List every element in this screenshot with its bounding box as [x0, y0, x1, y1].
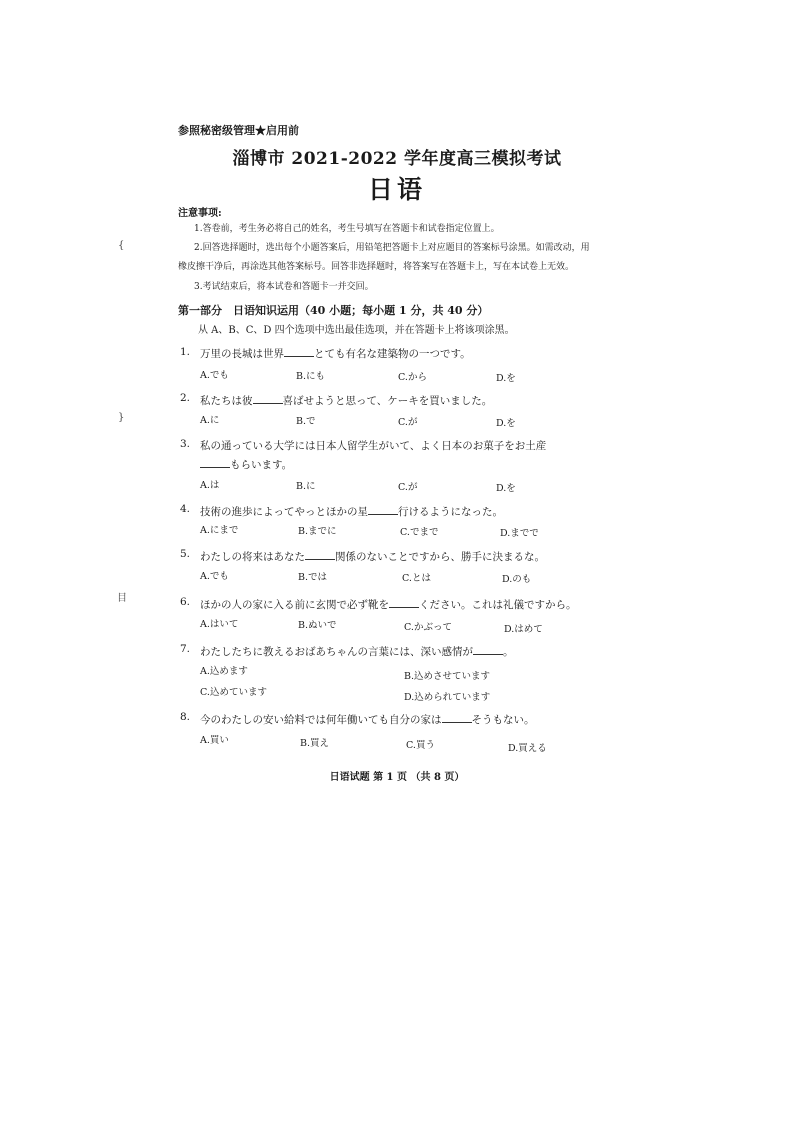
option-a: A.買い	[200, 735, 229, 746]
question-text: 技術の進歩によってやっとほかの星 行けるようになった。	[200, 506, 503, 518]
question-number: 1.	[180, 346, 191, 358]
note-item: 1.答卷前，考生务必将自己的姓名，考生号填写在答题卡和试卷指定位置上。	[194, 224, 500, 234]
question-text: わたしの将来はあなた 関係のないことですから、勝手に決まるな。	[200, 551, 545, 563]
option-a: A.にまで	[200, 525, 239, 536]
option-b: B.込めさせています	[404, 671, 491, 682]
option-d: D.を	[496, 483, 516, 494]
page-footer: 日语试题 第 1 页 （共 8 页）	[329, 772, 465, 783]
option-c: C.でまで	[400, 527, 439, 538]
option-c: C.から	[398, 372, 427, 383]
section-instruction: 从 A、B、C、D 四个选项中选出最佳选项，并在答题卡上将该项涂黑。	[198, 325, 515, 336]
confidential-label: 参照秘密级管理★启用前	[178, 124, 299, 137]
answer-blank	[200, 457, 230, 468]
option-c: C.かぶって	[404, 622, 452, 633]
option-b: B.で	[296, 416, 316, 427]
question-number: 5.	[180, 548, 191, 560]
option-a: A.はいて	[200, 619, 239, 630]
question-number: 7.	[180, 643, 191, 655]
option-a: A.でも	[200, 571, 229, 582]
option-c: C.買う	[406, 740, 435, 751]
answer-blank	[284, 346, 314, 357]
question-number: 3.	[180, 438, 191, 450]
option-c: C.が	[398, 417, 418, 428]
option-b: B.に	[296, 481, 316, 492]
question-text: ほかの人の家に入る前に玄関で必ず靴を ください。これは礼儀ですから。	[200, 599, 577, 611]
option-d: D.はめて	[504, 624, 543, 635]
option-a: A.は	[200, 480, 220, 491]
answer-blank	[253, 393, 283, 404]
margin-mark: }	[118, 412, 125, 423]
option-a: A.に	[200, 415, 220, 426]
answer-blank	[473, 644, 503, 655]
option-d: D.買える	[508, 743, 547, 754]
question-text: 万里の長城は世界 とても有名な建築物の一つです。	[200, 348, 471, 360]
question-text: 私の通っている大学には日本人留学生がいて、よく日本のお菓子をお土産	[200, 440, 547, 452]
question-number: 2.	[180, 392, 191, 404]
option-d: D.までで	[500, 528, 539, 539]
option-a: A.込めます	[200, 666, 248, 677]
option-b: B.買え	[300, 738, 330, 749]
exam-title: 淄博市 2021-2022 学年度高三模拟考试	[232, 149, 562, 169]
answer-blank	[389, 597, 419, 608]
notes-title: 注意事项:	[178, 208, 222, 219]
option-c: C.込めています	[200, 687, 267, 698]
option-b: B.にも	[296, 371, 326, 382]
margin-mark: 目	[117, 593, 127, 604]
option-d: D.を	[496, 373, 516, 384]
answer-blank	[305, 549, 335, 560]
question-number: 6.	[180, 596, 191, 608]
option-d: D.込められています	[404, 692, 491, 703]
option-c: C.が	[398, 482, 418, 493]
exam-subject: 日语	[367, 175, 426, 204]
option-b: B.ぬいで	[298, 620, 337, 631]
note-item: 橡皮擦干净后，再涂选其他答案标号。回答非选择题时，将答案写在答题卡上，写在本试卷上无效。	[178, 262, 575, 272]
note-item: 3.考试结束后，将本试卷和答题卡一并交回。	[194, 282, 374, 292]
question-text: 私たちは彼 喜ばせようと思って、ケーキを買いました。	[200, 395, 493, 407]
option-d: D.を	[496, 418, 516, 429]
question-text: わたしたちに教えるおばあちゃんの言葉には、深い感情が 。	[200, 646, 514, 658]
margin-mark: {	[118, 240, 125, 251]
answer-blank	[368, 504, 398, 515]
question-number: 8.	[180, 711, 191, 723]
section-title: 第一部分 日语知识运用（40 小题；每小题 1 分，共 40 分）	[178, 304, 489, 317]
option-b: B.までに	[298, 526, 337, 537]
question-text: 今のわたしの安い給料では何年働いても自分の家は そうもない。	[200, 714, 535, 726]
question-text-cont: もらいます。	[200, 457, 292, 472]
note-item: 2.回答选择题时，选出每个小题答案后，用铅笔把答题卡上对应题目的答案标号涂黑。如需改动，用	[194, 243, 590, 253]
option-a: A.でも	[200, 370, 229, 381]
option-b: B.では	[298, 572, 328, 583]
answer-blank	[442, 712, 472, 723]
question-number: 4.	[180, 503, 191, 515]
option-d: D.のも	[502, 574, 532, 585]
option-c: C.とは	[402, 573, 431, 584]
